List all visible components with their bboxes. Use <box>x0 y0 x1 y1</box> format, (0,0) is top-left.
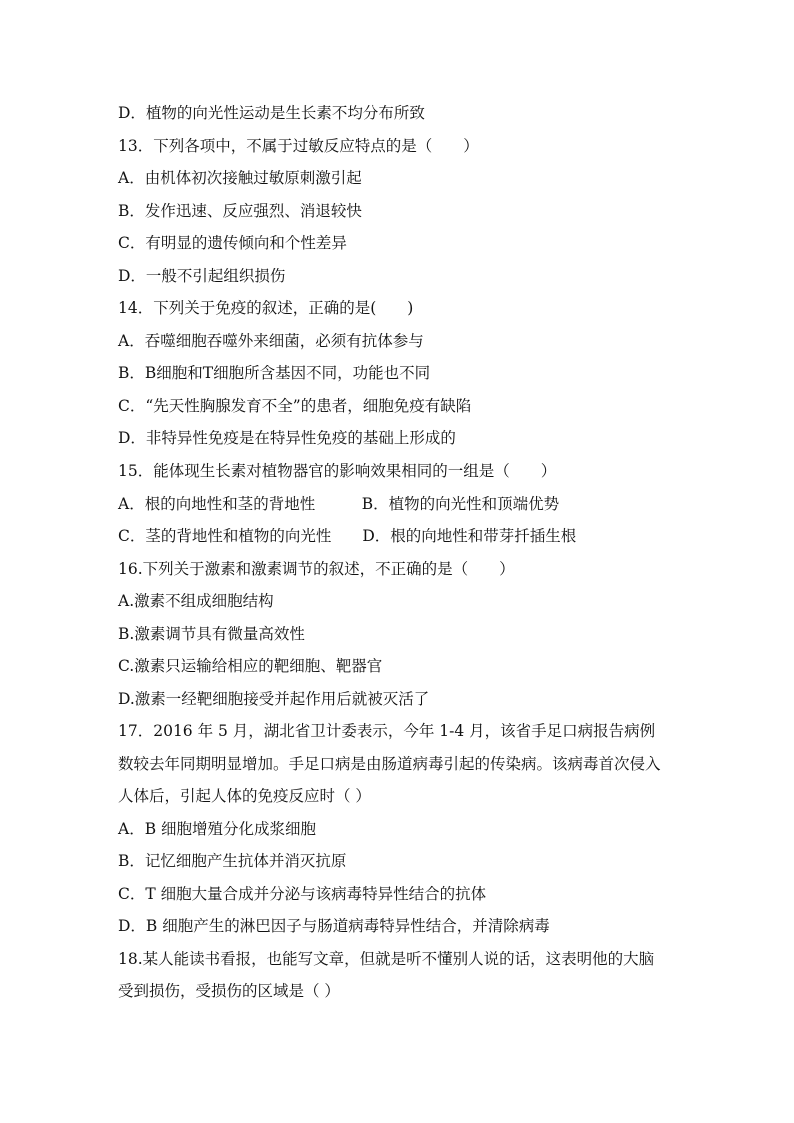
q18-stem-line2: 受到损伤，受损伤的区域是（ ） <box>118 982 340 1000</box>
q16-stem: 16.下列关于激素和激素调节的叙述，不正确的是（ ） <box>118 560 515 578</box>
q12-option-d: D．植物的向光性运动是生长素不均分布所致 <box>118 104 425 122</box>
q17-option-d: D．B 细胞产生的淋巴因子与肠道病毒特异性结合，并清除病毒 <box>118 917 550 935</box>
q17-stem-line1: 17．2016 年 5 月，湖北省卫计委表示，今年 1-4 月，该省手足口病报告病例 <box>118 722 656 740</box>
q13-option-c: C．有明显的遗传倾向和个性差异 <box>118 234 347 252</box>
q16-option-c: C.激素只运输给相应的靶细胞、靶器官 <box>118 657 383 675</box>
q16-option-d: D.激素一经靶细胞接受并起作用后就被灭活了 <box>118 690 430 708</box>
q17-option-b: B．记忆细胞产生抗体并消灭抗原 <box>118 852 347 870</box>
q13-option-a: A．由机体初次接触过敏原刺激引起 <box>118 169 362 187</box>
q13-stem: 13．下列各项中，不属于过敏反应特点的是（ ） <box>118 137 479 155</box>
q13-option-d: D．一般不引起组织损伤 <box>118 267 286 285</box>
q14-option-b: B．B细胞和T细胞所含基因不同，功能也不同 <box>118 364 431 382</box>
q17-stem-line2: 数较去年同期明显增加。手足口病是由肠道病毒引起的传染病。该病毒首次侵入 <box>118 755 661 773</box>
q17-option-c: C．T 细胞大量合成并分泌与该病毒特异性结合的抗体 <box>118 885 487 903</box>
q14-option-c: C．“先天性胸腺发育不全”的患者，细胞免疫有缺陷 <box>118 397 472 415</box>
q17-option-a: A．B 细胞增殖分化成浆细胞 <box>118 820 317 838</box>
q16-option-a: A.激素不组成细胞结构 <box>118 592 274 610</box>
q14-option-a: A．吞噬细胞吞噬外来细菌，必须有抗体参与 <box>118 332 424 350</box>
q16-option-b: B.激素调节具有微量高效性 <box>118 625 305 643</box>
q14-stem: 14．下列关于免疫的叙述，正确的是( ) <box>118 299 414 317</box>
q14-option-d: D．非特异性免疫是在特异性免疫的基础上形成的 <box>118 429 456 447</box>
q17-stem-line3: 人体后，引起人体的免疫反应时（ ） <box>118 787 371 805</box>
q15-options-ab: A．根的向地性和茎的背地性 B．植物的向光性和顶端优势 <box>118 495 560 513</box>
q18-stem-line1: 18.某人能读书看报，也能写文章，但就是听不懂别人说的话，这表明他的大脑 <box>118 950 655 968</box>
q15-stem: 15．能体现生长素对植物器官的影响效果相同的一组是（ ） <box>118 462 557 480</box>
q13-option-b: B．发作迅速、反应强烈、消退较快 <box>118 202 362 220</box>
q15-options-cd: C．茎的背地性和植物的向光性 D．根的向地性和带芽扦插生根 <box>118 527 577 545</box>
